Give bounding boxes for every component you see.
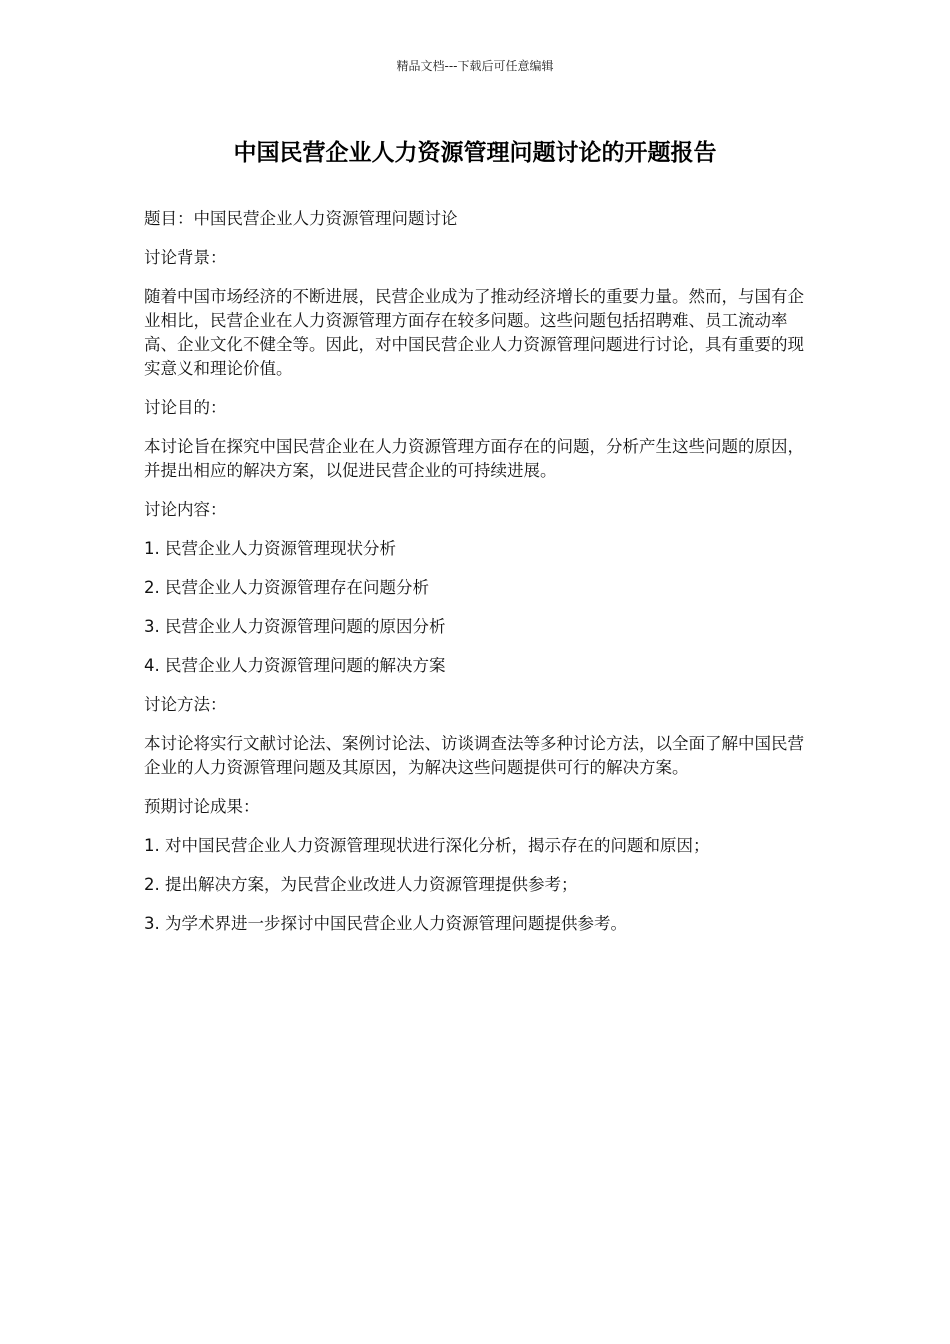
- method-paragraph: 本讨论将实行文献讨论法、案例讨论法、访谈调查法等多种讨论方法，以全面了解中国民营企业的人力资源管理问题及其原因，为解决这些问题提供可行的解决方案。: [144, 734, 804, 777]
- section-heading-purpose: 讨论目的：: [144, 398, 227, 417]
- header-note: 精品文档---下载后可任意编辑: [396, 59, 554, 73]
- content-item-2: 2. 民营企业人力资源管理存在问题分析: [144, 578, 429, 597]
- section-heading-background: 讨论背景：: [144, 248, 227, 267]
- content-item-3: 3. 民营企业人力资源管理问题的原因分析: [144, 617, 446, 636]
- section-heading-method: 讨论方法：: [144, 695, 227, 714]
- document-body: [144, 207, 804, 951]
- document-title: 中国民营企业人力资源管理问题讨论的开题报告: [233, 140, 717, 166]
- section-heading-content: 讨论内容：: [144, 500, 227, 519]
- outcome-item-1: 1. 对中国民营企业人力资源管理现状进行深化分析，揭示存在的问题和原因；: [144, 836, 710, 855]
- content-item-4: 4. 民营企业人力资源管理问题的解决方案: [144, 656, 446, 675]
- outcome-item-3: 3. 为学术界进一步探讨中国民营企业人力资源管理问题提供参考。: [144, 914, 627, 933]
- outcome-item-2: 2. 提出解决方案，为民营企业改进人力资源管理提供参考；: [144, 875, 578, 894]
- topic-line: 题目：中国民营企业人力资源管理问题讨论: [144, 209, 458, 228]
- section-heading-outcomes: 预期讨论成果：: [144, 797, 260, 816]
- background-paragraph: 随着中国市场经济的不断进展，民营企业成为了推动经济增长的重要力量。然而，与国有企业相比，民营企业在人力资源管理方面存在较多问题。这些问题包括招聘难、员工流动率高、企业文化不健全等。因此，对中国民营企业人力资源管理问题进行讨论，具有重要的现实意义和理论价值。: [144, 287, 804, 378]
- purpose-paragraph: 本讨论旨在探究中国民营企业在人力资源管理方面存在的问题，分析产生这些问题的原因，并提出相应的解决方案，以促进民营企业的可持续进展。: [144, 437, 804, 480]
- content-item-1: 1. 民营企业人力资源管理现状分析: [144, 539, 396, 558]
